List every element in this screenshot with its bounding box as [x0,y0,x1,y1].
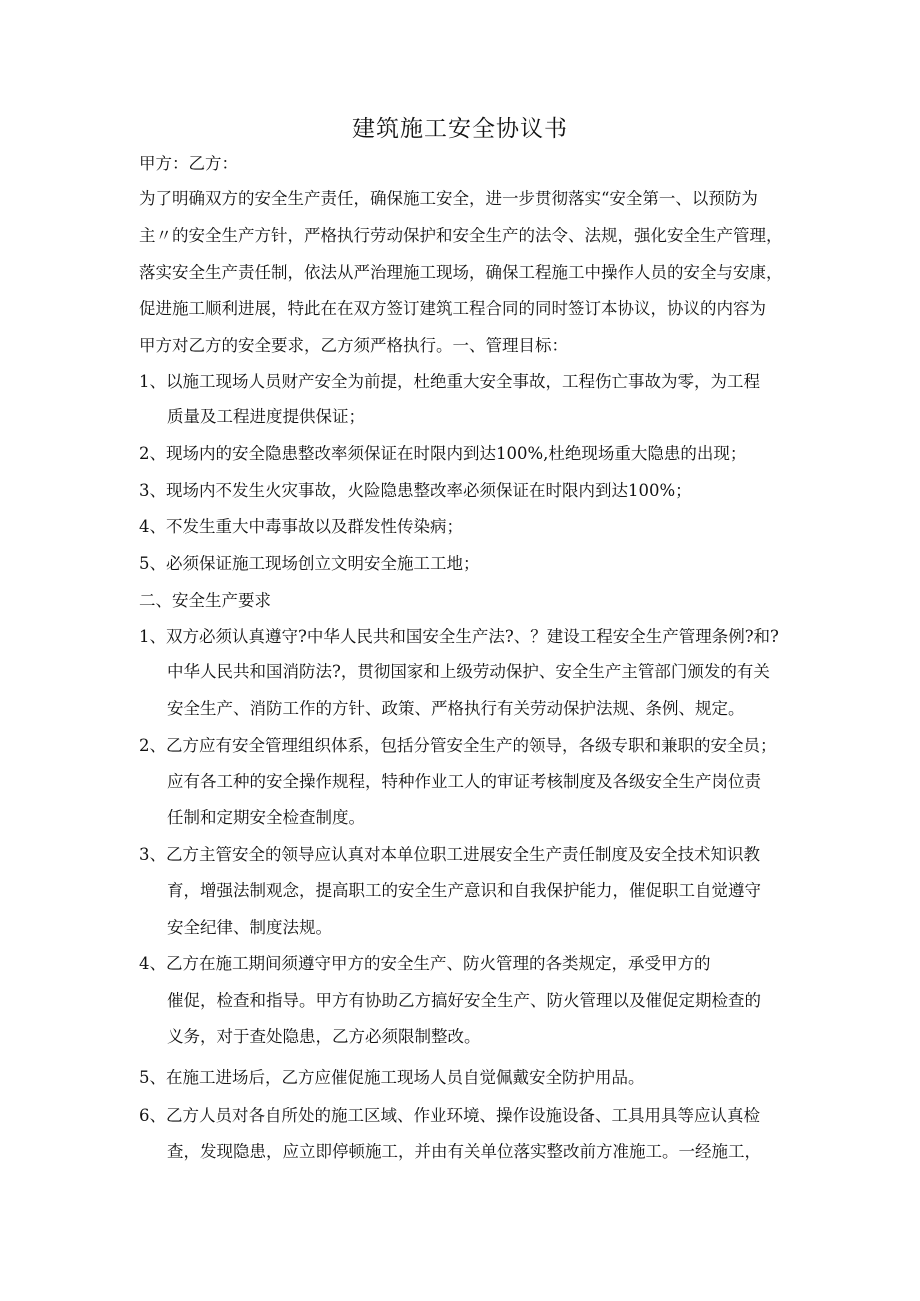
requirement-continuation: 查，发现隐患，应立即停顿施工，并由有关单位落实整改前方准施工。一经施工， [167,1142,761,1161]
requirement-item: 4、乙方在施工期间须遵守甲方的安全生产、防火管理的各类规定，承受甲方的 [139,954,711,973]
requirement-item: 6、乙方人员对各自所处的施工区域、作业环境、操作设施设备、工具用具等应认真检 [139,1106,760,1125]
parties-line: 甲方：乙方： [139,154,238,173]
requirement-continuation: 中华人民共和国消防法?，贯彻国家和上级劳动保护、安全生产主管部门颁发的有关 [167,662,770,681]
requirement-continuation: 育，增强法制观念，提高职工的安全生产意识和自我保护能力，催促职工自觉遵守 [167,881,761,900]
preamble-line: 甲方对乙方的安全要求，乙方须严格执行。一、管理目标： [139,336,568,355]
preamble-line: 落实安全生产责任制，依法从严治理施工现场，确保工程施工中操作人员的安全与安康， [139,263,783,282]
preamble-line: 促进施工顺利进展，特此在在双方签订建筑工程合同的同时签订本协议，协议的内容为 [139,299,766,318]
section-heading: 二、安全生产要求 [139,591,271,610]
goal-item: 1、以施工现场人员财产安全为前提，杜绝重大安全事故，工程伤亡事故为零，为工程 [139,372,760,391]
goal-item: 2、现场内的安全隐患整改率须保证在时限内到达100%,杜绝现场重大隐患的出现； [139,444,747,463]
goal-item: 3、现场内不发生火灾事故，火险隐患整改率必须保证在时限内到达100%； [139,481,692,500]
document-title: 建筑施工安全协议书 [352,116,568,142]
goal-item-continuation: 质量及工程进度提供保证； [167,407,365,426]
requirement-continuation: 催促，检查和指导。甲方有协助乙方搞好安全生产、防火管理以及催促定期检查的 [167,991,761,1010]
requirement-continuation: 应有各工种的安全操作规程，特种作业工人的审证考核制度及各级安全生产岗位责 [167,772,761,791]
requirement-item: 3、乙方主管安全的领导应认真对本单位职工进展安全生产责任制度及安全技术知识教 [139,845,760,864]
requirement-item: 2、乙方应有安全管理组织体系，包括分管安全生产的领导，各级专职和兼职的安全员； [139,736,777,755]
goal-item: 4、不发生重大中毒事故以及群发性传染病； [139,517,463,536]
preamble-line: 为了明确双方的安全生产责任，确保施工安全，进一步贯彻落实“安全第一、以预防为 [139,189,758,208]
requirement-continuation: 义务，对于查处隐患，乙方必须限制整改。 [167,1027,481,1046]
requirement-continuation: 安全生产、消防工作的方针、政策、严格执行有关劳动保护法规、条例、规定。 [167,699,745,718]
goal-item: 5、必须保证施工现场创立文明安全施工工地； [139,554,480,573]
requirement-item: 1、双方必须认真遵守?中华人民共和国安全生产法?、？建设工程安全生产管理条例?和? [139,627,779,646]
requirement-item: 5、在施工进场后，乙方应催促施工现场人员自觉佩戴安全防护用品。 [139,1068,645,1087]
requirement-continuation: 安全纪律、制度法规。 [167,918,332,937]
requirement-continuation: 任制和定期安全检查制度。 [167,808,365,827]
preamble-line: 主〃的安全生产方针，严格执行劳动保护和安全生产的法令、法规，强化安全生产管理， [139,226,783,245]
